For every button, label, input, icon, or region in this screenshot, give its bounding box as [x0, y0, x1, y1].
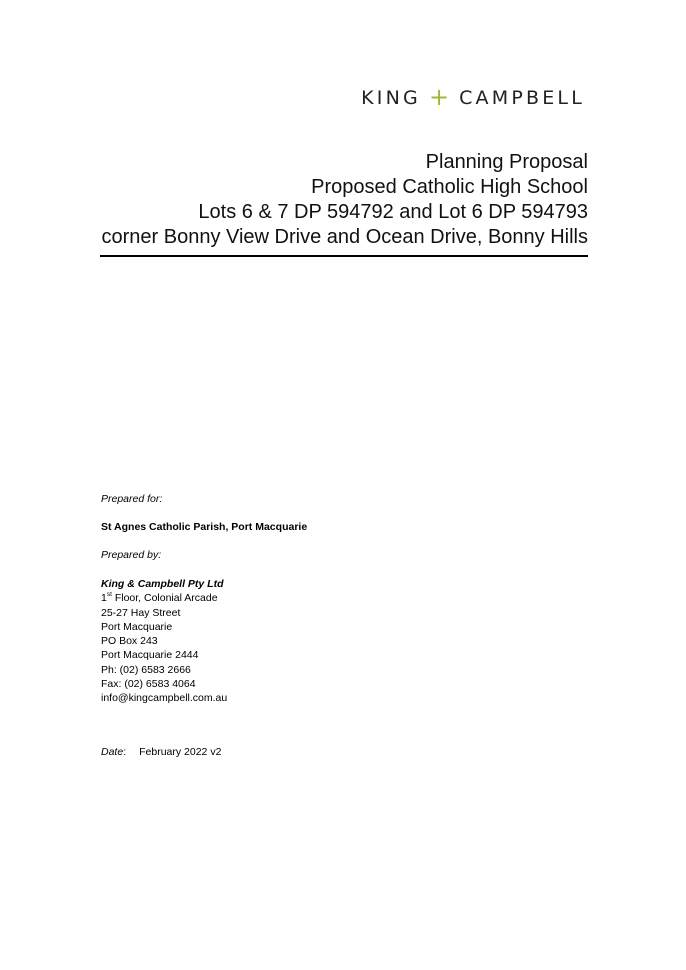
title-line-1: Planning Proposal: [425, 151, 588, 173]
address-floor: [101, 591, 227, 605]
contact-email: info@kingcampbell.com.au: [101, 692, 228, 705]
date-value: February 2022 v2: [139, 746, 222, 758]
logo-text-campbell: CAMPBELL: [459, 86, 585, 109]
company-name: King & Campbell Pty Ltd: [101, 578, 224, 590]
client-name: St Agnes Catholic Parish, Port Macquarie: [101, 521, 308, 533]
document-date: [101, 746, 221, 758]
document-title: [101, 150, 588, 250]
logo-text-king: KING: [361, 86, 421, 109]
contact-phone: Ph: (02) 6583 2666: [101, 663, 191, 676]
title-line-3: Lots 6 & 7 DP 594792 and Lot 6 DP 594793: [198, 201, 588, 223]
company-logo: [361, 83, 585, 111]
date-colon: :: [123, 746, 127, 758]
prepared-by-label: Prepared by:: [101, 549, 162, 561]
address-city: Port Macquarie: [101, 620, 173, 633]
contact-fax: Fax: (02) 6583 4064: [101, 678, 196, 691]
floor-number: 1: [101, 592, 107, 605]
address-po-box: PO Box 243: [101, 635, 158, 648]
title-divider: [100, 255, 588, 257]
address-postal: Port Macquarie 2444: [101, 649, 199, 662]
address-street: 25-27 Hay Street: [101, 606, 181, 619]
logo-plus-icon: +: [428, 83, 450, 111]
floor-ordinal: st: [106, 590, 112, 598]
title-line-2: Proposed Catholic High School: [311, 176, 588, 198]
prepared-for-label: Prepared for:: [101, 493, 163, 505]
date-label: Date: [101, 746, 124, 758]
title-line-4: corner Bonny View Drive and Ocean Drive, Bonny Hills: [101, 226, 588, 248]
company-address-block: [101, 577, 227, 706]
floor-rest: Floor, Colonial Arcade: [111, 592, 218, 605]
